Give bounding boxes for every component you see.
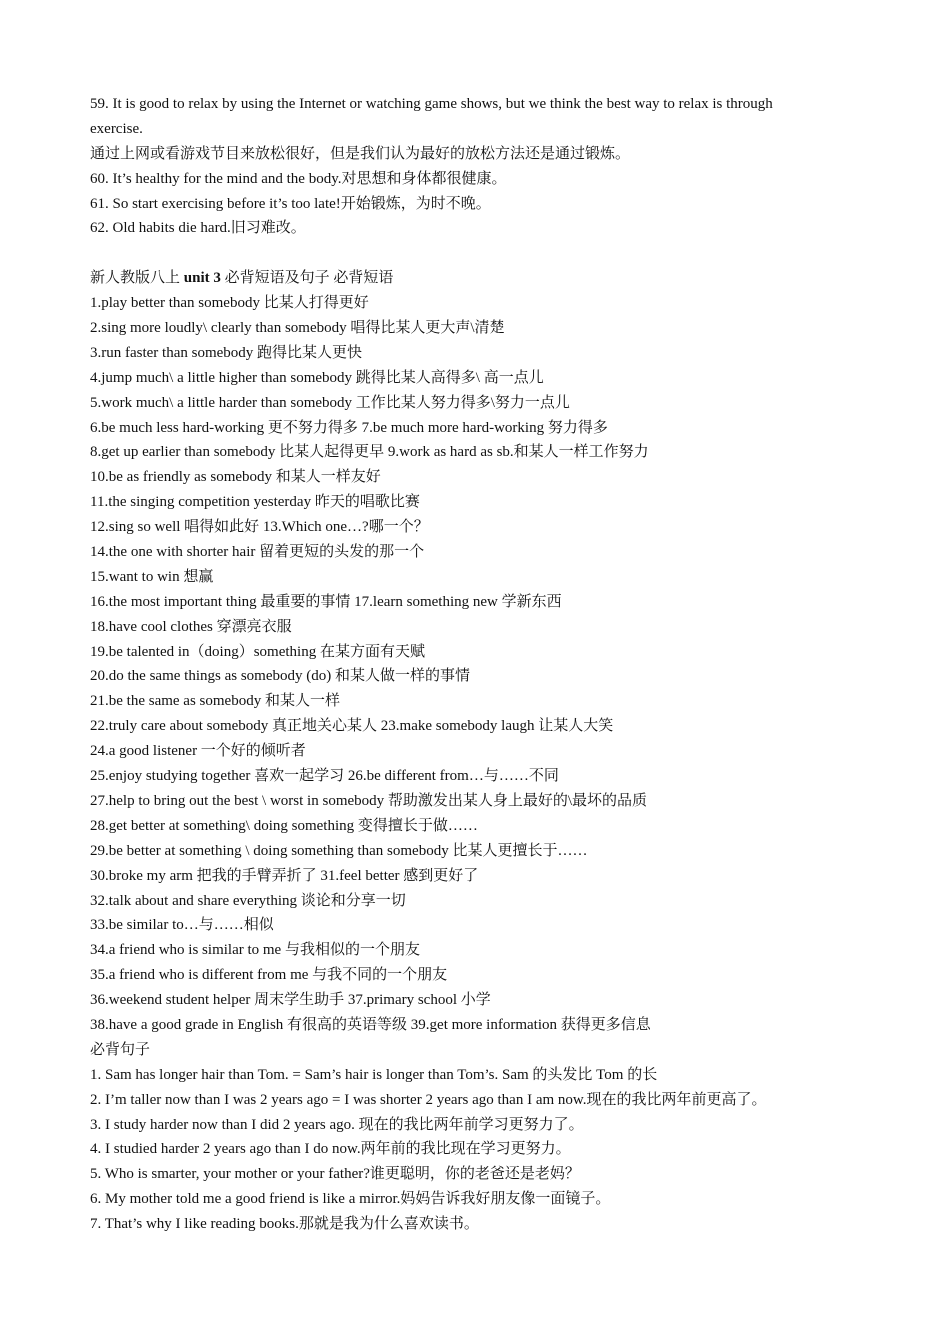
phrase-item: 15.want to win 想赢 bbox=[90, 568, 214, 585]
phrase-item: 22.truly care about somebody 真正地关心某人 23.make somebody laugh 让某人大笑 bbox=[90, 718, 614, 735]
intro-line-59c: 通过上网或看游戏节目来放松很好，但是我们认为最好的放松方法还是通过锻炼。 bbox=[90, 145, 631, 162]
heading-suffix: 必背短语及句子 必背短语 bbox=[220, 270, 394, 287]
phrase-item: 36.weekend student helper 周末学生助手 37.primary school 小学 bbox=[90, 992, 491, 1009]
phrase-item: 3.run faster than somebody 跑得比某人更快 bbox=[90, 344, 363, 361]
phrase-item: 14.the one with shorter hair 留着更短的头发的那一个 bbox=[90, 544, 425, 561]
heading-prefix: 新人教版八上 bbox=[90, 270, 184, 287]
section-heading bbox=[90, 266, 880, 291]
sentence-item: 6. My mother told me a good friend is like a mirror.妈妈告诉我好朋友像一面镜子。 bbox=[90, 1191, 611, 1208]
sentence-item: 7. That’s why I like reading books.那就是我为什么喜欢读书。 bbox=[90, 1216, 479, 1233]
phrase-item: 2.sing more loudly\ clearly than somebody 唱得比某人更大声\清楚 bbox=[90, 320, 505, 337]
sentence-item: 3. I study harder now than I did 2 years ago. 现在的我比两年前学习更努力了。 bbox=[90, 1116, 584, 1133]
phrase-item: 1.play better than somebody 比某人打得更好 bbox=[90, 295, 369, 312]
intro-line-59b: exercise. bbox=[90, 120, 143, 137]
document-page bbox=[90, 92, 880, 1237]
intro-line-59a: 59. It is good to relax by using the Internet or watching game shows, but we think the best way to relax is through bbox=[90, 96, 773, 112]
phrase-item: 32.talk about and share everything 谈论和分享一切 bbox=[90, 892, 406, 909]
sentence-item: 2. I’m taller now than I was 2 years ago = I was shorter 2 years ago than I am now.现在的我比两年前更高了。 bbox=[90, 1091, 767, 1108]
phrase-item: 6.be much less hard-working 更不努力得多 7.be much more hard-working 努力得多 bbox=[90, 419, 608, 436]
phrase-item: 38.have a good grade in English 有很高的英语等级 39.get more information 获得更多信息 bbox=[90, 1016, 651, 1033]
sentences-heading: 必背句子 bbox=[90, 1041, 151, 1058]
phrase-item: 12.sing so well 唱得如此好 13.Which one…?哪一个？ bbox=[90, 519, 429, 536]
sentence-item: 1. Sam has longer hair than Tom. = Sam’s hair is longer than Tom’s. Sam 的头发比 Tom 的长 bbox=[90, 1066, 658, 1083]
phrase-item: 11.the singing competition yesterday 昨天的唱歌比赛 bbox=[90, 494, 420, 511]
phrase-item: 33.be similar to…与……相似 bbox=[90, 917, 274, 934]
phrase-item: 4.jump much\ a little higher than somebody 跳得比某人高得多\ 高一点儿 bbox=[90, 369, 544, 386]
phrase-item: 27.help to bring out the best \ worst in somebody 帮助激发出某人身上最好的\最坏的品质 bbox=[90, 792, 648, 809]
phrase-item: 29.be better at something \ doing something than somebody 比某人更擅长于…… bbox=[90, 842, 588, 859]
phrase-item: 34.a friend who is similar to me 与我相似的一个朋友 bbox=[90, 942, 420, 959]
blank-line bbox=[90, 241, 880, 266]
sentence-item: 5. Who is smarter, your mother or your father?谁更聪明，你的老爸还是老妈？ bbox=[90, 1166, 580, 1183]
phrase-item: 5.work much\ a little harder than somebody 工作比某人努力得多\努力一点儿 bbox=[90, 394, 570, 411]
phrase-item: 21.be the same as somebody 和某人一样 bbox=[90, 693, 340, 710]
phrase-item: 24.a good listener 一个好的倾听者 bbox=[90, 743, 306, 760]
phrase-list bbox=[90, 291, 880, 1038]
phrase-item: 30.broke my arm 把我的手臂弄折了 31.feel better 感到更好了 bbox=[90, 867, 479, 884]
intro-line-62: 62. Old habits die hard.旧习难改。 bbox=[90, 220, 306, 237]
intro-line-61: 61. So start exercising before it’s too late!开始锻炼，为时不晚。 bbox=[90, 195, 491, 212]
phrase-item: 25.enjoy studying together 喜欢一起学习 26.be different from…与……不同 bbox=[90, 768, 559, 785]
phrase-item: 10.be as friendly as somebody 和某人一样友好 bbox=[90, 469, 381, 486]
phrase-item: 20.do the same things as somebody (do) 和某人做一样的事情 bbox=[90, 668, 470, 685]
phrase-item: 16.the most important thing 最重要的事情 17.learn something new 学新东西 bbox=[90, 593, 562, 610]
sentence-list bbox=[90, 1063, 880, 1237]
phrase-item: 19.be talented in（doing）something 在某方面有天赋 bbox=[90, 643, 425, 660]
phrase-item: 8.get up earlier than somebody 比某人起得更早 9.work as hard as sb.和某人一样工作努力 bbox=[90, 444, 649, 461]
sentence-item: 4. I studied harder 2 years ago than I do now.两年前的我比现在学习更努力。 bbox=[90, 1141, 571, 1158]
phrase-item: 35.a friend who is different from me 与我不同的一个朋友 bbox=[90, 967, 448, 984]
phrase-item: 18.have cool clothes 穿漂亮衣服 bbox=[90, 618, 292, 635]
phrase-item: 28.get better at something\ doing something 变得擅长于做…… bbox=[90, 817, 478, 834]
heading-unit: unit 3 bbox=[183, 270, 221, 287]
intro-line-60: 60. It’s healthy for the mind and the body.对思想和身体都很健康。 bbox=[90, 170, 507, 187]
